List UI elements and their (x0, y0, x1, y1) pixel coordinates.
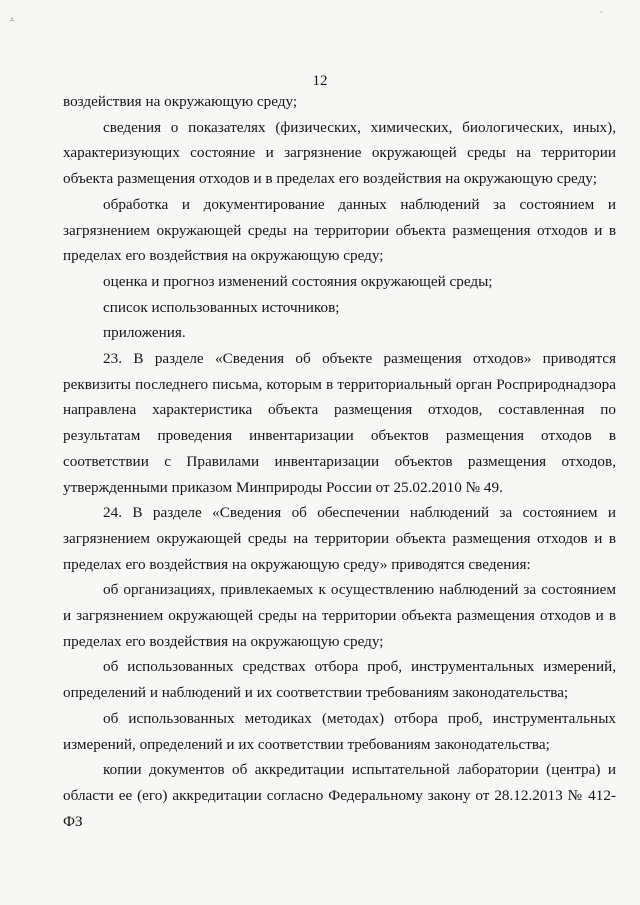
paragraph: об использованных средствах отбора проб, инструментальных измерений, определений и наблюдений и их соответствии требованиям законодательства; (63, 658, 616, 702)
paragraph: приложения. (103, 324, 186, 342)
paragraph: обработка и документирование данных наблюдений за состоянием и загрязнением окружающей среды на территории объекта размещения отходов и в пределах его воздействия на окружающую среду; (63, 195, 616, 265)
paragraph: список использованных источников; (103, 298, 340, 316)
paragraph: об использованных методиках (методах) отбора проб, инструментальных измерений, определений и их соответствии требованиям законодательства; (63, 709, 616, 753)
document-body (63, 89, 616, 834)
scan-mark-top-left: ▵ (10, 14, 15, 23)
paragraph: сведения о показателях (физических, химических, биологических, иных), характеризующих состояние и загрязнение окружающей среды на территории объекта размещения отходов и в пределах его воздействия на окружающую среду; (63, 118, 616, 188)
page-number: 12 (312, 73, 328, 89)
paragraph: об организациях, привлекаемых к осуществлению наблюдений за состоянием и загрязнением окружающей среды на территории объекта размещения отходов и в пределах его воздействия на окружающую среду; (63, 581, 616, 650)
paragraph: копии документов об аккредитации испытательной лаборатории (центра) и области ее (его) аккредитации согласно Федеральному закону от 28.12.2013 № 412-ФЗ (63, 761, 616, 830)
scan-mark-top-right: ˘ (600, 10, 603, 19)
paragraph: воздействия на окружающую среду; (63, 93, 298, 110)
paragraph-section-24: 24. В разделе «Сведения об обеспечении наблюдений за состоянием и загрязнением окружающей среды на территории объекта размещения отходов и в пределах его воздействия на окружающую среду» приводятся сведения: (63, 504, 616, 573)
paragraph: оценка и прогноз изменений состояния окружающей среды; (103, 272, 493, 290)
paragraph-section-23: 23. В разделе «Сведения об объекте размещения отходов» приводятся реквизиты последнего письма, которым в территориальный орган Росприроднадзора направлена характеристика объекта размещения отходов, составленная по результатам проведения инвентаризации объектов размещения отходов в соответствии с Правилами инвентаризации объектов размещения отходов, утвержденными приказом Минприроды России от 25.02.2010 № 49. (63, 350, 616, 496)
